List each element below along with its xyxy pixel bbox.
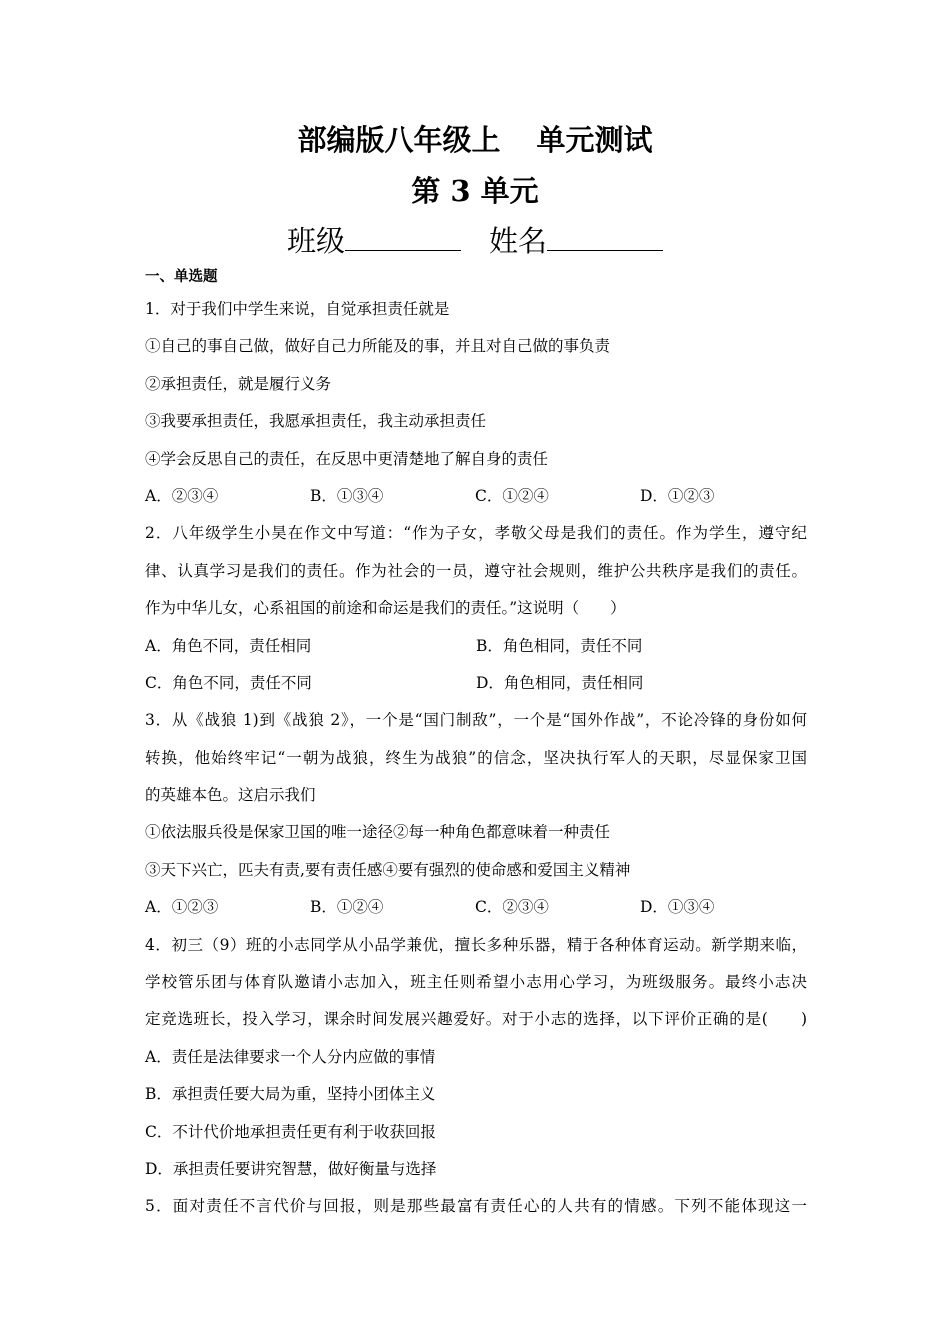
q1-item: ④学会反思自己的责任，在反思中更清楚地了解自身的责任 — [145, 449, 549, 468]
section-heading: 一、单选题 — [145, 268, 218, 285]
q1-option-b[interactable]: B．①③④ — [310, 486, 384, 505]
q1-item: ③我要承担责任，我愿承担责任，我主动承担责任 — [145, 412, 487, 431]
q4-stem-line: 定竞选班长，投入学习，课余时间发展兴趣爱好。对于小志的选择，以下评价正确的是( ) — [145, 1010, 807, 1029]
question-content — [145, 263, 807, 1226]
q4-stem-line: 4．初三（9）班的小志同学从小品学兼优，擅长多种乐器，精于各种体育运动。新学期来临， — [145, 935, 807, 954]
q4-option-c[interactable]: C．不计代价地承担责任更有利于收获回报 — [145, 1122, 436, 1141]
q2-option-d[interactable]: D．角色相同，责任相同 — [476, 673, 644, 692]
q3-option-c[interactable]: C．②③④ — [475, 898, 549, 917]
q1-stem: 1．对于我们中学生来说，自觉承担责任就是 — [145, 300, 450, 318]
q1-item: ②承担责任，就是履行义务 — [145, 374, 332, 393]
q4-stem-line: 学校管乐团与体育队邀请小志加入，班主任则希望小志用心学习，为班级服务。最终小志决 — [145, 973, 807, 992]
q3-stem-line: 转换，他始终牢记“一朝为战狼，终生为战狼”的信念，坚决执行军人的天职，尽显保家卫国 — [145, 748, 807, 767]
class-label: 班级 — [286, 224, 345, 258]
q3-option-a[interactable]: A．①②③ — [145, 898, 219, 917]
q3-stem-line: 的英雄本色。这启示我们 — [145, 786, 316, 805]
q2-options-row — [145, 628, 807, 665]
q2-stem-line: 作为中华儿女，心系祖国的前途和命运是我们的责任。”这说明（ ） — [145, 599, 626, 618]
q2-option-c[interactable]: C．角色不同，责任不同 — [145, 673, 312, 692]
q3-item: ③天下兴亡，匹夫有责,要有责任感④要有强烈的使命感和爱国主义精神 — [145, 860, 631, 879]
q2-option-a[interactable]: A．角色不同，责任相同 — [145, 636, 312, 655]
q1-option-d[interactable]: D．①②③ — [640, 486, 715, 505]
title-left: 部编版八年级上 — [297, 123, 501, 157]
q2-stem-line: 律、认真学习是我们的责任。作为社会的一员，遵守社会规则，维护公共秩序是我们的责任。 — [145, 561, 807, 580]
class-name-line — [0, 223, 950, 259]
page-title — [0, 122, 950, 158]
q2-stem-line: 2．八年级学生小昊在作文中写道：“作为子女，孝敬父母是我们的责任。作为学生，遵守纪 — [145, 524, 807, 543]
q1-options — [145, 478, 807, 515]
q1-option-c[interactable]: C．①②④ — [475, 486, 549, 505]
q3-option-b[interactable]: B．①②④ — [310, 898, 384, 917]
q5-stem-line: 5．面对责任不言代价与回报，则是那些最富有责任心的人共有的情感。下列不能体现这一 — [145, 1197, 807, 1216]
page-subtitle: 第 3 单元 — [411, 174, 539, 208]
q4-option-b[interactable]: B．承担责任要大局为重，坚持小团体主义 — [145, 1085, 436, 1104]
title-right: 单元测试 — [536, 123, 653, 157]
q4-option-d[interactable]: D．承担责任要讲究智慧，做好衡量与选择 — [145, 1159, 437, 1178]
q3-stem-line: 3．从《战狼 1)到《战狼 2》，一个是“国门制敌”，一个是“国外作战”，不论冷锋的身份如何 — [145, 711, 807, 730]
q2-options-row — [145, 665, 807, 702]
q1-option-a[interactable]: A．②③④ — [145, 486, 219, 505]
q3-item: ①依法服兵役是保家卫国的唯一途径②每一种角色都意味着一种责任 — [145, 823, 611, 842]
name-blank[interactable] — [547, 223, 663, 251]
q4-option-a[interactable]: A．责任是法律要求一个人分内应做的事情 — [145, 1047, 436, 1066]
class-blank[interactable] — [345, 223, 461, 251]
name-label: 姓名 — [489, 224, 548, 258]
q3-options — [145, 889, 807, 926]
q1-item: ①自己的事自己做，做好自己力所能及的事，并且对自己做的事负责 — [145, 337, 611, 356]
q2-option-b[interactable]: B．角色相同，责任不同 — [476, 636, 643, 655]
q3-option-d[interactable]: D．①③④ — [640, 898, 715, 917]
